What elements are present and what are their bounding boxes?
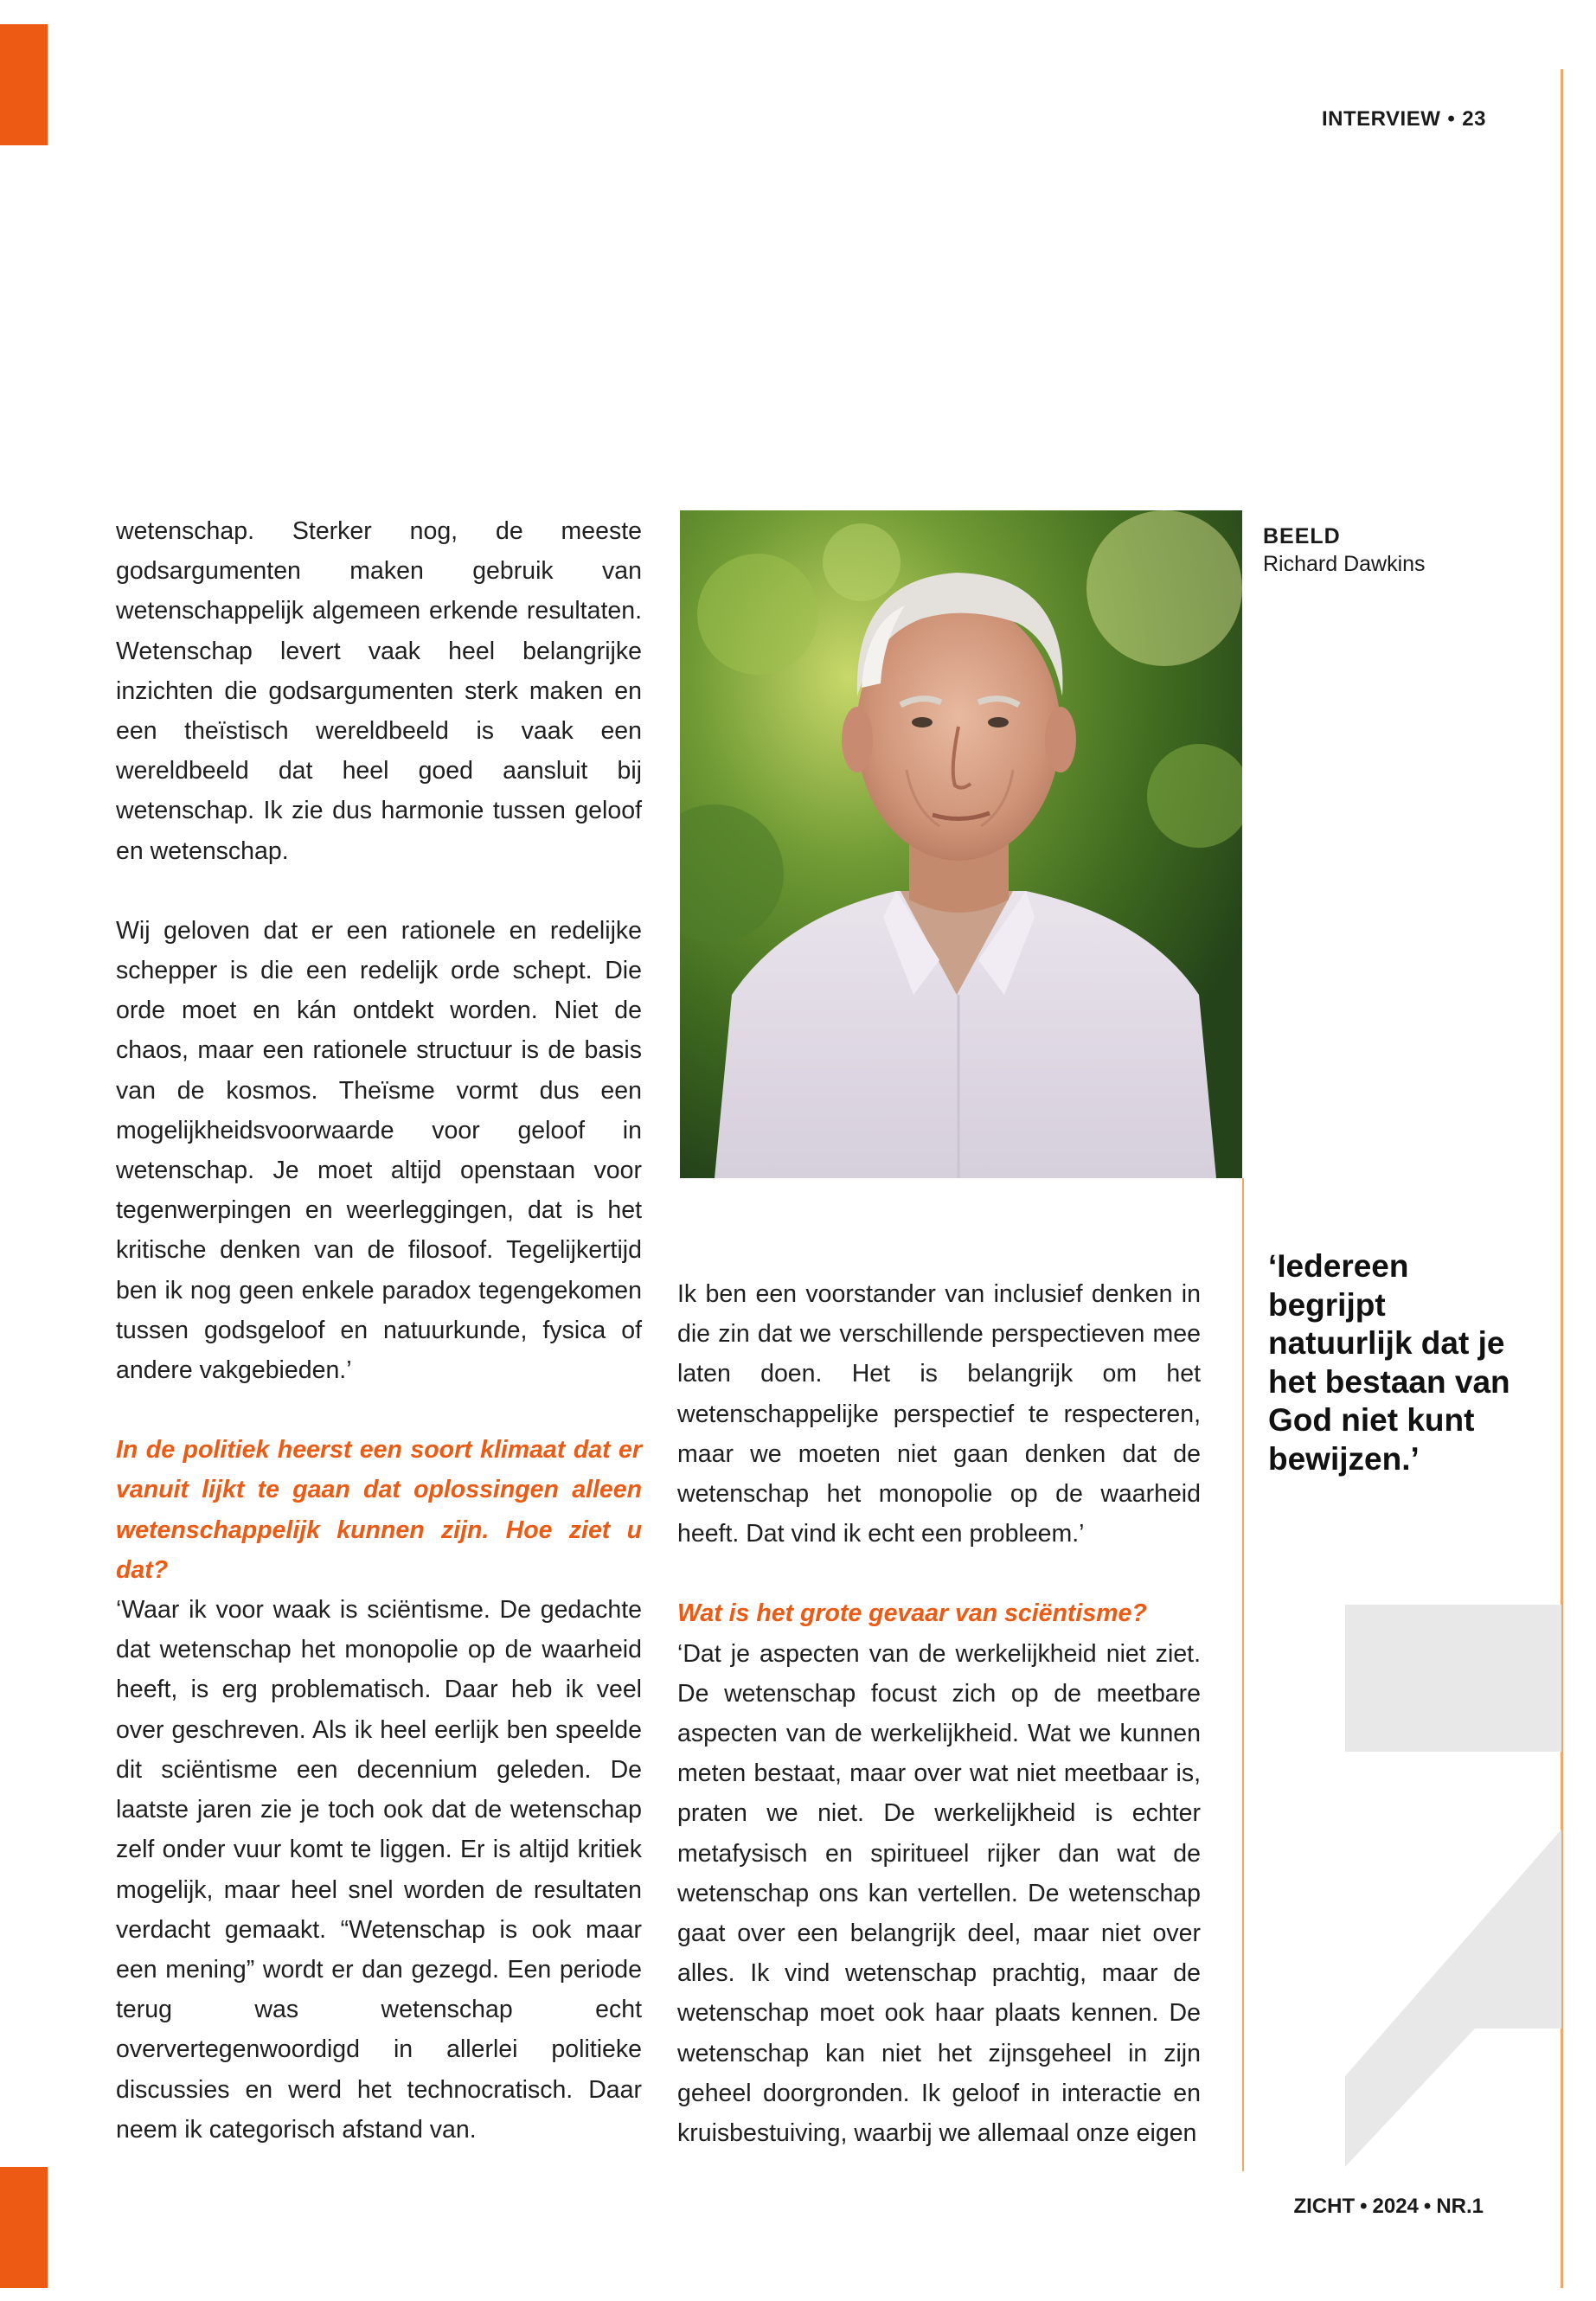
interview-question: Wat is het grote gevaar van sciëntisme? xyxy=(677,1599,1147,1628)
decorative-z-shape xyxy=(1345,1605,1561,2167)
interview-answer: ‘Waar ik voor waak is sciëntisme. De gedachte dat wetenschap het monopolie op de waarheid heeft, is erg problematisch. Daar heb ik veel over geschreven. Als ik heel eerlijk ben speelde dit sciëntisme een decennium geleden. De laatste jaren zie je toch ook dat de wetenschap zelf onder vuur komt te liggen. Er is altijd kritiek mogelijk, maar heel snel worden de resultaten verdacht gemaakt. “Wetenschap is ook maar een mening” wordt er dan gezegd. Een periode terug was wetenschap echt oververtegenwoordigd in allerlei politieke discussies en werd het technocratisch. Daar neem ik categorisch afstand van. xyxy=(116,1596,642,2144)
header-separator: • xyxy=(1447,107,1456,131)
body-paragraph: wetenschap. Sterker nog, de meeste godsargumenten maken gebruik van wetenschappelijk algemeen erkende resultaten. Wetenschap levert vaak heel belangrijke inzichten die godsargumenten sterk maken en een theïstisch wereldbeeld is vaak een wereldbeeld dat heel goed aansluit bij wetenschap. Ik zie dus harmonie tussen geloof en wetenschap. xyxy=(116,517,642,865)
photo-caption xyxy=(1263,522,1436,578)
pull-quote: ‘Iedereen begrijpt natuurlijk dat je het bestaan van God niet kunt bewijzen.’ xyxy=(1268,1248,1510,1477)
footer-separator: • xyxy=(1360,2195,1368,2218)
interview-answer: ‘Dat je aspecten van de werkelijkheid niet ziet. De wetenschap focust zich op de meetbare aspecten van de werkelijkheid. Wat we kunnen meten bestaat, maar over wat niet meetbaar is, praten we niet. De werkelijkheid is echter metafysisch en spiritueel rijker dan wat de wetenschap ons kan vertellen. De wetenschap gaat over een belangrijk deel, maar niet over alles. Ik vind wetenschap prachtig, maar de wetenschap moet ook haar plaats kennen. De wetenschap kan niet het zijnsgeheel in zijn geheel doorgronden. Ik geloof in interactie en kruisbestuiving, waarbij we allemaal onze eigen xyxy=(677,1639,1201,2148)
caption-name: Richard Dawkins xyxy=(1263,552,1426,576)
page-footer xyxy=(1293,2195,1484,2219)
page-number: 23 xyxy=(1462,107,1486,131)
issue-number: NR.1 xyxy=(1436,2195,1484,2218)
magazine-name: ZICHT xyxy=(1293,2195,1356,2218)
issue-year: 2024 xyxy=(1372,2195,1419,2218)
portrait-illustration xyxy=(680,510,1242,1178)
body-paragraph: Ik ben een voorstander van inclusief denken in die zin dat we verschillende perspectieven mee laten doen. Het is belangrijk om het wetenschappelijke perspectief te respecteren, maar we moeten niet gaan denken dat de wetenschap het monopolie op de waarheid heeft. Dat vind ik echt een probleem.’ xyxy=(677,1280,1201,1548)
accent-bar-top xyxy=(0,24,48,145)
middle-column xyxy=(677,1274,1201,2153)
column-divider xyxy=(1242,1178,1244,2171)
footer-separator: • xyxy=(1423,2195,1432,2218)
left-column xyxy=(116,511,642,2150)
section-label: INTERVIEW xyxy=(1321,107,1441,131)
portrait-photo xyxy=(680,510,1242,1178)
body-paragraph: Wij geloven dat er een rationele en redelijke schepper is die een redelijk orde schept. Die orde moet en kán ontdekt worden. Niet de chaos, maar een rationele structuur is de basis van de kosmos. Theïsme vormt dus een mogelijkheidsvoorwaarde voor geloof in wetenschap. Je moet altijd openstaan voor tegenwerpingen en weerleggingen, dat is het kritische denken van de filosoof. Tegelijkertijd ben ik nog geen enkele paradox tegengekomen tussen godsgeloof en natuurkunde, fysica of andere vakgebieden.’ xyxy=(116,916,642,1385)
accent-bar-bottom xyxy=(0,2167,48,2288)
caption-label: BEELD xyxy=(1263,524,1341,548)
running-head xyxy=(1322,107,1486,131)
interview-question: In de politiek heerst een soort klimaat dat er vanuit lijkt te gaan dat oplossingen alleen wetenschappelijk kunnen zijn. Hoe ziet u dat? xyxy=(116,1436,642,1584)
